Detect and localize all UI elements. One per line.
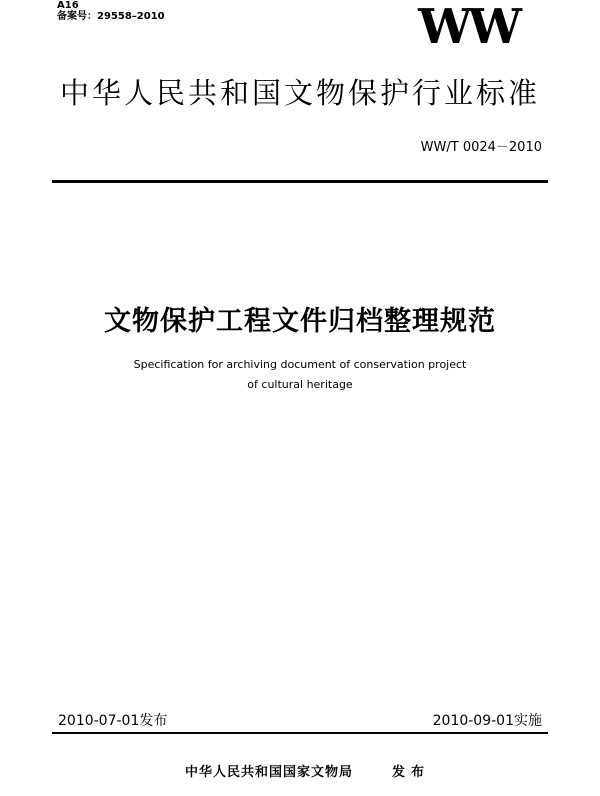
document-title-chinese: 文物保护工程文件归档整理规范 bbox=[104, 306, 496, 337]
bottom-divider bbox=[52, 732, 548, 734]
issuing-authority: 中华人民共和国国家文物局 bbox=[185, 765, 354, 780]
standard-organization-title: 中华人民共和国文物保护行业标准 bbox=[59, 76, 540, 110]
top-divider bbox=[52, 180, 548, 183]
document-title-english-line1: Specification for archiving document of conservation project bbox=[133, 358, 467, 371]
document-title-english-line2: of cultural heritage bbox=[247, 378, 353, 391]
issue-label: 发布 bbox=[392, 765, 431, 780]
ww-logo: WW bbox=[418, 0, 518, 55]
record-number: 备案号：29558–2010 bbox=[57, 11, 165, 22]
implement-date: 2010-09-01实施 bbox=[432, 713, 542, 729]
standard-code: WW/T 0024－2010 bbox=[420, 140, 542, 155]
classification-code: A16 bbox=[57, 0, 79, 11]
publish-date: 2010-07-01发布 bbox=[58, 713, 168, 729]
